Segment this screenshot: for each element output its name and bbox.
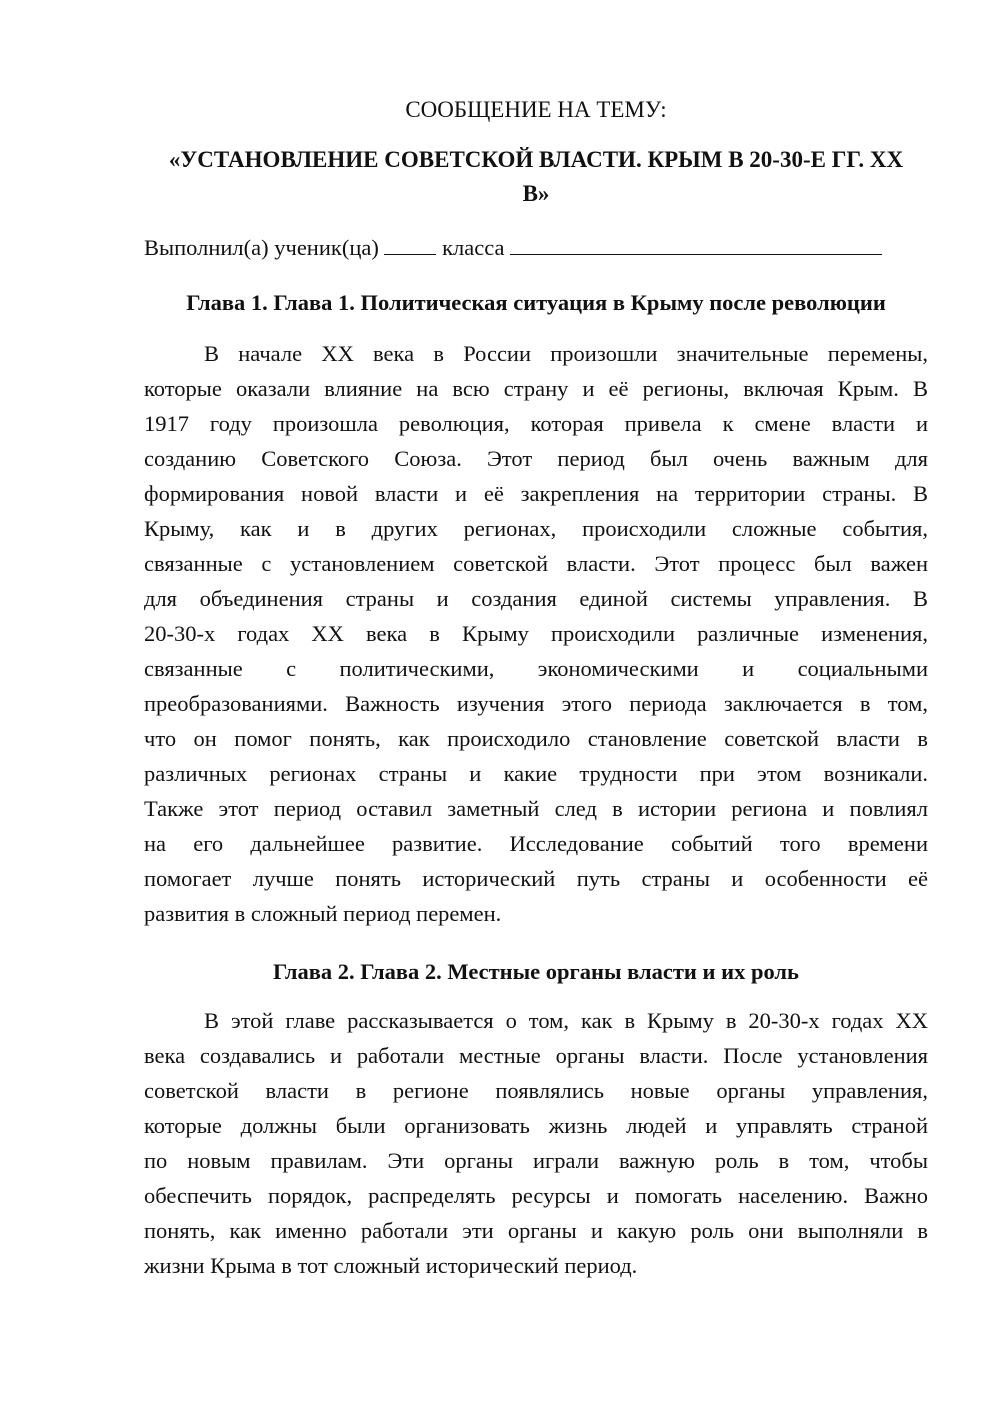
chapter-1-line: 20-30-х годах XX века в Крыму происходили различные изменения, bbox=[144, 621, 928, 646]
chapter-1-line: преобразованиями. Важность изучения этого периода заключается в том, bbox=[144, 691, 928, 716]
chapter-1-line: Также этот период оставил заметный след в истории региона и повлиял bbox=[144, 796, 928, 821]
chapter-2-line: по новым правилам. Эти органы играли важную роль в том, чтобы bbox=[144, 1148, 928, 1173]
chapter-1-line: созданию Советского Союза. Этот период был очень важным для bbox=[144, 446, 928, 471]
document-title-line-3: В» bbox=[522, 181, 550, 206]
chapter-2-heading: Глава 2. Глава 2. Местные органы власти и их роль bbox=[273, 959, 799, 984]
chapter-1-heading: Глава 1. Глава 1. Политическая ситуация в Крыму после революции bbox=[186, 290, 886, 315]
chapter-1-line: связанные с установлением советской власти. Этот процесс был важен bbox=[144, 551, 928, 576]
chapter-2-line: В этой главе рассказывается о том, как в Крыму в 20-30-х годах XX bbox=[204, 1008, 928, 1033]
chapter-1-line: что он помог понять, как происходило становление советской власти в bbox=[144, 726, 928, 751]
chapter-1-line: 1917 году произошла революция, которая привела к смене власти и bbox=[144, 411, 928, 436]
document-title-line-1: СООБЩЕНИЕ НА ТЕМУ: bbox=[405, 97, 667, 122]
chapter-2-line: которые должны были организовать жизнь людей и управлять страной bbox=[144, 1113, 928, 1138]
name-blank-field bbox=[510, 232, 882, 255]
class-blank-field bbox=[384, 232, 436, 255]
chapter-2-line: советской власти в регионе появлялись новые органы управления, bbox=[144, 1078, 928, 1103]
chapter-1-line: для объединения страны и создания единой системы управления. В bbox=[144, 586, 928, 611]
chapter-1-line: развития в сложный период перемен. bbox=[144, 901, 502, 926]
chapter-2-line: века создавались и работали местные органы власти. После установления bbox=[144, 1043, 928, 1068]
chapter-2-line: жизни Крыма в тот сложный исторический период. bbox=[144, 1253, 638, 1278]
student-info-line bbox=[144, 230, 928, 265]
chapter-1-line: которые оказали влияние на всю страну и её регионы, включая Крым. В bbox=[144, 376, 928, 401]
chapter-1-line: на его дальнейшее развитие. Исследование событий того времени bbox=[144, 831, 928, 856]
chapter-1-line: В начале XX века в России произошли значительные перемены, bbox=[204, 341, 928, 366]
chapter-1-line: помогает лучше понять исторический путь страны и особенности её bbox=[144, 866, 928, 891]
chapter-1-line: Крыму, как и в других регионах, происходили сложные события, bbox=[144, 516, 928, 541]
chapter-2-line: понять, как именно работали эти органы и какую роль они выполняли в bbox=[144, 1218, 928, 1243]
chapter-1-line: различных регионах страны и какие трудности при этом возникали. bbox=[144, 761, 928, 786]
student-middle: класса bbox=[442, 235, 505, 260]
student-prefix: Выполнил(а) ученик(ца) bbox=[144, 235, 379, 260]
chapter-1-line: формирования новой власти и её закрепления на территории страны. В bbox=[144, 481, 928, 506]
document-title-line-2: «УСТАНОВЛЕНИЕ СОВЕТСКОЙ ВЛАСТИ. КРЫМ В 20-30-Е ГГ. XX bbox=[168, 147, 904, 172]
chapter-2-line: обеспечить порядок, распределять ресурсы и помогать населению. Важно bbox=[144, 1183, 928, 1208]
chapter-1-line: связанные с политическими, экономическими и социальными bbox=[144, 656, 928, 681]
